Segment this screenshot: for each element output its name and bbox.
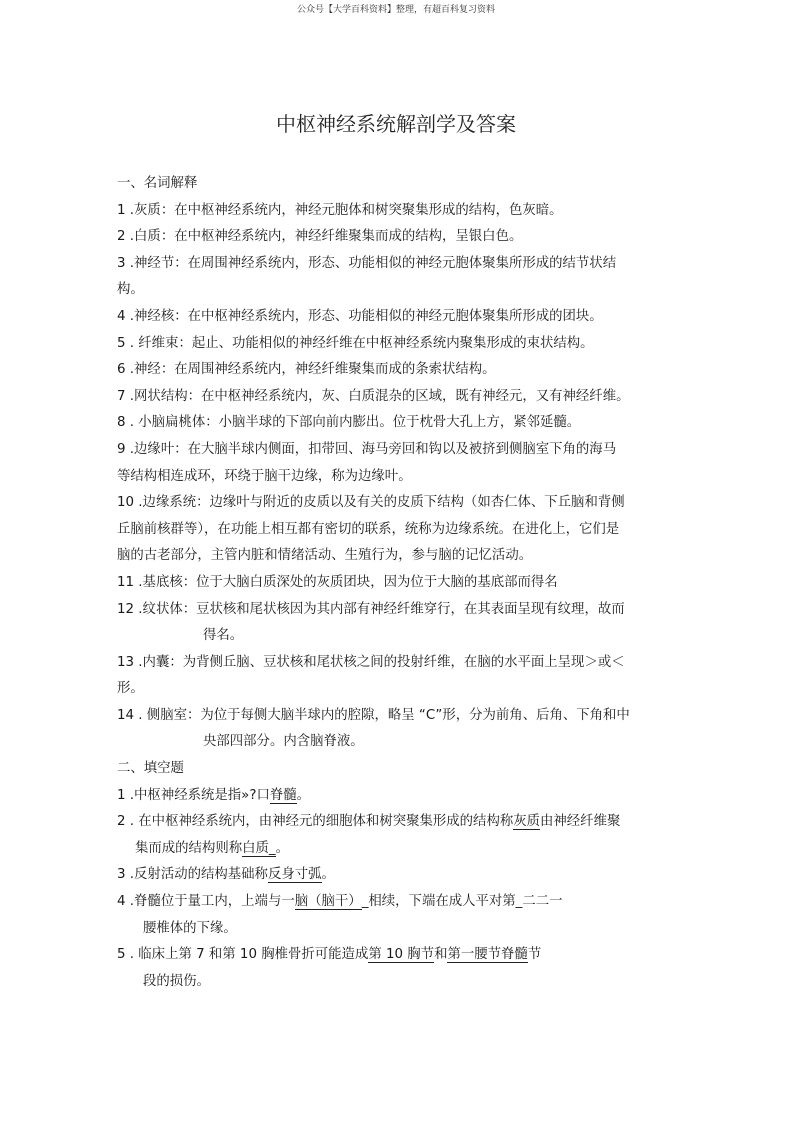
definition-line: 2 .白质：在中枢神经系统内，神经纤维聚集而成的结构，呈银白色。: [117, 229, 523, 245]
section-heading-definitions: 一、名词解释: [117, 176, 198, 191]
definition-line: 10 .边缘系统：边缘叶与附近的皮质以及有关的皮质下结构（如杏仁体、下丘脑和背侧: [117, 495, 625, 511]
definition-line: 形。: [117, 681, 144, 697]
definition-line: 5 . 纤维束：起止、功能相似的神经纤维在中枢神经系统内聚集形成的束状结构。: [117, 335, 594, 351]
definition-line: 央部四部分。内含脑脊液。: [203, 734, 364, 750]
definition-line: 1 .灰质：在中枢神经系统内，神经元胞体和树突聚集形成的结构，色灰暗。: [117, 202, 563, 218]
definition-line: 12 .纹状体：豆状核和尾状核因为其内部有神经纤维穿行，在其表面呈现有纹理，故而: [117, 601, 625, 617]
definition-line: 6 .神经：在周围神经系统内，神经纤维聚集而成的条索状结构。: [117, 362, 496, 378]
answer-blank: 脊髓: [269, 787, 297, 803]
question-4-continued: 腰椎体的下缘。: [143, 920, 237, 936]
question-1: 1 .中枢神经系统是指»?口脊髓。: [117, 787, 311, 803]
answer-blank: 反身寸弧: [267, 867, 322, 883]
definition-line: 9 .边缘叶：在大脑半球内侧面，扣带回、海马旁回和钩以及被挤到侧脑室下角的海马: [117, 441, 617, 457]
question-5-continued: 段的损伤。: [143, 973, 210, 989]
answer-blank: 第 10 胸节: [368, 947, 435, 963]
definition-line: 脑的古老部分，主管内脏和情绪活动、生殖行为，参与脑的记忆活动。: [117, 548, 533, 564]
section-heading-fill-in: 二、填空题: [117, 761, 184, 777]
definition-line: 7 .网状结构：在中枢神经系统内，灰、白质混杂的区域，既有神经元，又有神经纤维。: [117, 388, 630, 404]
page-title: 中枢神经系统解剖学及答案: [276, 112, 516, 136]
definition-line: 得名。: [203, 628, 244, 644]
definition-line: 4 .神经核：在中枢神经系统内，形态、功能相似的神经元胞体聚集所形成的团块。: [117, 308, 603, 324]
answer-blank: 脑（脑干）: [294, 894, 362, 910]
answer-blank: 灰质: [513, 814, 541, 830]
definition-line: 8 . 小脑扁桃体：小脑半球的下部向前内膨出。位于枕骨大孔上方，紧邻延髓。: [117, 415, 581, 431]
question-4: 4 .脊髓位于量工内，上端与一脑（脑干）_相续，下端在成人平对第_二二一: [117, 894, 563, 910]
answer-blank: 第一腰节脊髓: [447, 947, 528, 963]
definition-line: 等结构相连成环，环绕于脑干边缘，称为边缘叶。: [117, 468, 412, 484]
question-2: 2 . 在中枢神经系统内，由神经元的细胞体和树突聚集形成的结构称灰质由神经纤维聚: [117, 814, 621, 830]
definition-line: 构。: [117, 282, 144, 298]
question-2-continued: 集而成的结构则称白质_。: [135, 840, 289, 856]
question-3: 3 .反射活动的结构基础称反身寸弧。: [117, 867, 335, 883]
definition-line: 3 .神经节：在周围神经系统内，形态、功能相似的神经元胞体聚集所形成的结节状结: [117, 255, 617, 271]
page-header: 公众号【大学百科资料】整理，有超百科复习资料: [296, 5, 495, 15]
definition-line: 丘脑前核群等），在功能上相互都有密切的联系，统称为边缘系统。在进化上，它们是: [117, 521, 620, 537]
definition-line: 13 .内囊：为背侧丘脑、豆状核和尾状核之间的投射纤维，在脑的水平面上呈现＞或＜: [117, 654, 625, 670]
answer-blank: 白质_: [242, 840, 276, 856]
definition-line: 11 .基底核：位于大脑白质深处的灰质团块，因为位于大脑的基底部而得名: [117, 574, 558, 590]
document-body: [117, 171, 687, 995]
definition-line: 14 . 侧脑室：为位于每侧大脑半球内的腔隙，略呈 “C”形，分为前角、后角、下角和中: [117, 707, 630, 723]
question-5: 5 . 临床上第 7 和第 10 胸椎骨折可能造成第 10 胸节和第一腰节脊髓节: [117, 947, 542, 963]
